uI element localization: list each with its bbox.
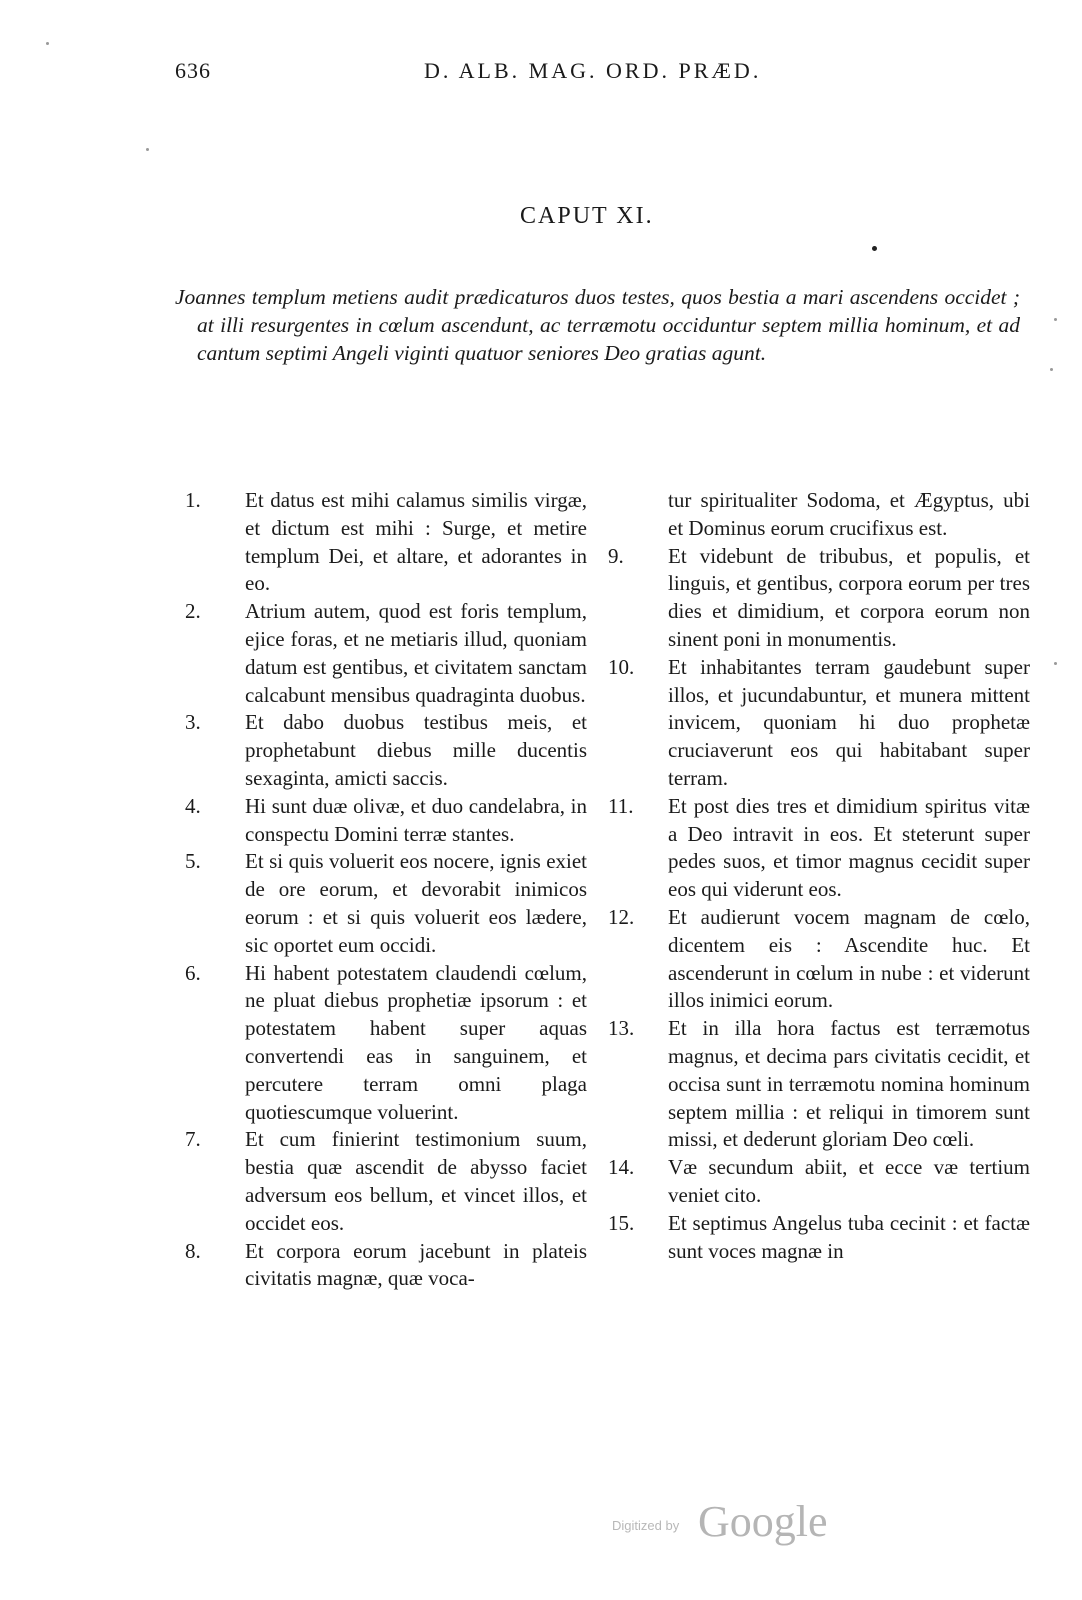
verse-number: 12. (608, 904, 635, 929)
verse (608, 1015, 1030, 1154)
running-title: D. ALB. MAG. ORD. PRÆD. (424, 58, 762, 83)
verse-number: 7. (185, 1127, 201, 1152)
verse (608, 904, 1030, 1015)
verse-number: 5. (185, 849, 201, 874)
scan-speck (1050, 368, 1053, 371)
scan-speck (1054, 318, 1057, 321)
verse-number: 11. (608, 793, 634, 818)
google-logo: Google (698, 1497, 828, 1546)
digitized-by-label: Digitized by (612, 1518, 680, 1533)
verse-text: Et corpora eorum jacebunt in plateis civitatis magnæ, quæ voca- (245, 1238, 587, 1291)
verse (608, 1154, 1030, 1210)
verse (185, 709, 587, 792)
verse (185, 1126, 587, 1237)
verse (185, 960, 587, 1127)
verse (608, 1210, 1030, 1266)
verse-number: 4. (185, 793, 201, 818)
verse (608, 654, 1030, 793)
verse-text: Et videbunt de tribubus, et populis, et linguis, et gentibus, corpora eorum per tres dies et dimidium, et corpora eorum non sinent poni in monumentis. (668, 543, 1030, 651)
verse-text: Atrium autem, quod est foris templum, ejice foras, et ne metiaris illud, quoniam datum est gentibus, et civitatem sanctam calcabunt mensibus quadraginta duobus. (245, 599, 587, 707)
verse-text: Hi sunt duæ olivæ, et duo candelabra, in conspectu Domini terræ stantes. (245, 793, 587, 846)
chapter-title: CAPUT XI. (520, 203, 654, 229)
verse-number: 2. (185, 599, 201, 624)
verse-continuation: tur spiritualiter Sodoma, et Ægyptus, ubi et Dominus eorum crucifixus est. (668, 488, 1030, 540)
verse-text: Et post dies tres et dimidium spiritus vitæ a Deo intravit in eos. Et steterunt super pedes suos, et timor magnus cecidit super eos qui viderunt eos. (668, 793, 1030, 902)
verse-text: Et audierunt vocem magnam de cœlo, dicentem eis : Ascendite huc. Et ascenderunt in cœlum in nube : et viderunt illos inimici eorum. (668, 904, 1030, 1013)
verse-text: Et septimus Angelus tuba cecinit : et factæ sunt voces magnæ in (668, 1210, 1030, 1263)
verse (185, 848, 587, 959)
verse-number: 15. (608, 1210, 635, 1235)
left-column (185, 487, 587, 1293)
verse-number: 14. (608, 1155, 635, 1180)
verse-number: 10. (608, 654, 635, 679)
verse (185, 1238, 587, 1294)
verse-text: Et in illa hora factus est terræmotus magnus, et decima pars civitatis cecidit, et occisa sunt in terræmotu nomina hominum septem millia : et reliqui in timorem sunt missi, et dederunt gloriam Deo cœli. (668, 1016, 1030, 1152)
chapter-summary: Joannes templum metiens audit prædicaturos duos testes, quos bestia a mari ascendens occidet ; at illi resurgentes in cœlum ascendunt, ac terræmotu occiduntur septem millia hominum, et ad cantum septimi Angeli viginti quatuor seniores Deo gratias agunt. (175, 285, 1020, 365)
scan-speck (146, 148, 149, 151)
verse (185, 487, 587, 598)
verse (185, 793, 587, 849)
verse (608, 793, 1030, 904)
verse-number: 6. (185, 960, 201, 985)
verse-text: Et dabo duobus testibus meis, et prophetabunt diebus mille ducentis sexaginta, amicti saccis. (245, 710, 587, 790)
right-column (608, 487, 1030, 1265)
verse-number: 8. (185, 1238, 201, 1263)
verse-text: Et inhabitantes terram gaudebunt super illos, et jucundabuntur, et munera mittent invicem, quoniam hi duo prophetæ cruciaverunt eos qui habitabant super terram. (668, 654, 1030, 790)
ornament-dot (872, 246, 877, 251)
verse-text: Et datus est mihi calamus similis virgæ, et dictum est mihi : Surge, et metire templum Dei, et altare, et adorantes in eo. (245, 488, 587, 596)
verse-text: Hi habent potestatem claudendi cœlum, ne pluat diebus prophetiæ ipsorum : et potestatem habent super aquas convertendi eas in sanguinem, et percutere terram omni plaga quotiescumque voluerint. (245, 960, 587, 1124)
verse (608, 543, 1030, 654)
verse-text: Væ secundum abiit, et ecce væ tertium veniet cito. (668, 1155, 1030, 1207)
verse-number: 9. (608, 543, 624, 568)
scan-speck (1054, 662, 1057, 665)
page-number: 636 (175, 58, 211, 83)
verse (185, 598, 587, 709)
verse-number: 13. (608, 1016, 635, 1041)
verse-number: 3. (185, 710, 201, 735)
verse-number: 1. (185, 488, 201, 512)
verse-text: Et si quis voluerit eos nocere, ignis exiet de ore eorum, et devorabit inimicos eorum : et si quis voluerit eos lædere, sic oportet eum occidi. (245, 849, 587, 957)
scan-speck (46, 42, 49, 45)
verse-text: Et cum finierint testimonium suum, bestia quæ ascendit de abysso faciet adversum eos bellum, et vincet illos, et occidet eos. (245, 1127, 587, 1235)
